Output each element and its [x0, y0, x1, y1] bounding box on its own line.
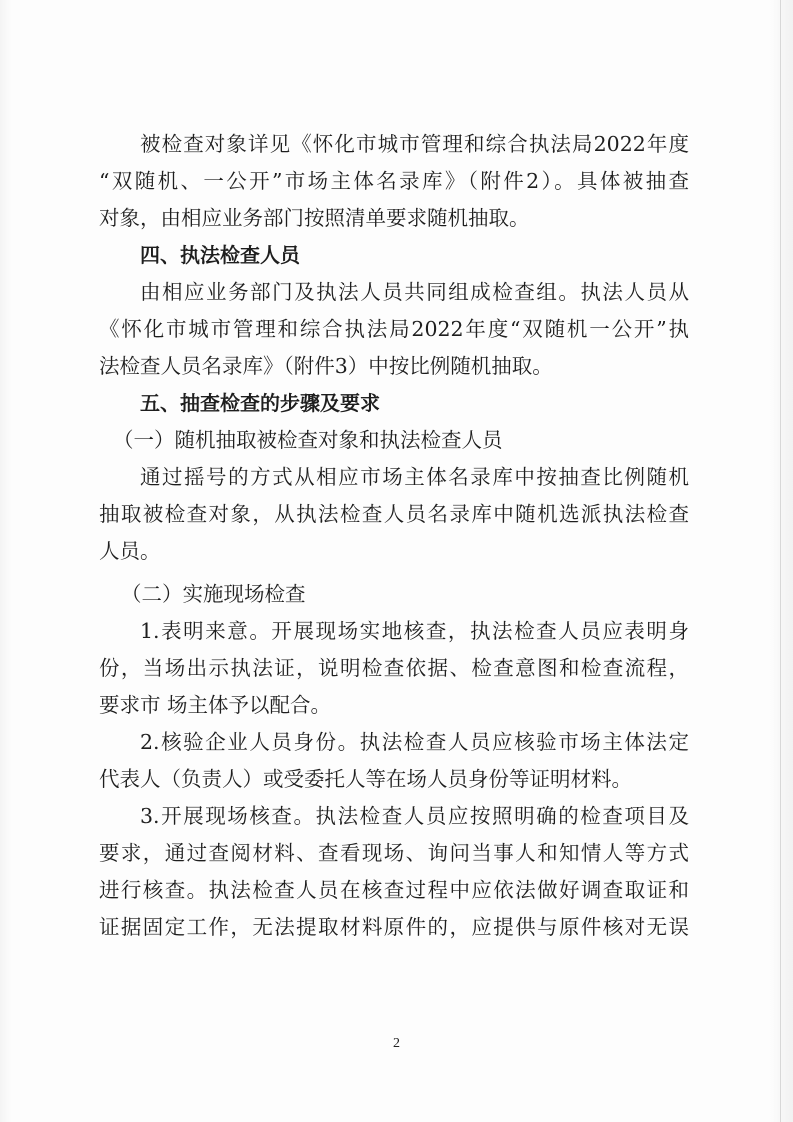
text-line: 被检查对象详见《怀化市城市管理和综合执法局2022年度: [140, 132, 689, 156]
text-line: 证据固定工作，无法提取材料原件的，应提供与原件核对无误: [99, 915, 689, 939]
text-line: 由相应业务部门及执法人员共同组成检查组。执法人员从: [140, 280, 689, 304]
text-line: 抽取被检查对象，从执法检查人员名录库中随机选派执法检查: [99, 502, 689, 526]
subsection-heading: （一）随机抽取被检查对象和执法检查人员: [113, 428, 503, 452]
paragraph: [99, 459, 689, 496]
text-line: 《怀化市城市管理和综合执法局2022年度“双随机一公开”执: [99, 317, 689, 341]
text-line: 3.开展现场核查。执法检查人员应按照明确的检查项目及: [140, 804, 689, 828]
text-line: “双随机、一公开”市场主体名录库》（附件2）。具体被抽查: [99, 169, 689, 193]
page-number: 2: [393, 1036, 400, 1051]
text-line: 份，当场出示执法证，说明检查依据、检查意图和检查流程，: [99, 656, 689, 680]
paragraph: [99, 798, 689, 835]
paragraph: [99, 126, 689, 163]
document-body: [99, 126, 689, 946]
section-heading: 五、抽查检查的步骤及要求: [140, 391, 380, 415]
text-line: 人员。: [99, 539, 161, 563]
text-line: 对象，由相应业务部门按照清单要求随机抽取。: [99, 206, 530, 230]
text-line: 进行核查。执法检查人员在核查过程中应依法做好调查取证和: [99, 878, 689, 902]
section-heading: 四、执法检查人员: [140, 243, 300, 267]
paragraph: [99, 724, 689, 761]
subsection-heading: （二）实施现场检查: [121, 582, 306, 606]
text-line: 2.核验企业人员身份。执法检查人员应核验市场主体法定: [140, 730, 689, 754]
paragraph: [99, 274, 689, 311]
text-line: 1.表明来意。开展现场实地核查，执法检查人员应表明身: [140, 619, 689, 643]
text-line: 要求，通过查阅材料、查看现场、询问当事人和知情人等方式: [99, 841, 689, 865]
text-line: 通过摇号的方式从相应市场主体名录库中按抽查比例随机: [140, 465, 689, 489]
text-line: 法检查人员名录库》（附件3）中按比例随机抽取。: [99, 354, 553, 378]
scan-edge-line: [780, 0, 781, 1122]
paragraph: [99, 613, 689, 650]
text-line: 代表人（负责人）或受委托人等在场人员身份等证明材料。: [99, 767, 632, 791]
text-line: 要求市 场主体予以配合。: [99, 693, 332, 717]
